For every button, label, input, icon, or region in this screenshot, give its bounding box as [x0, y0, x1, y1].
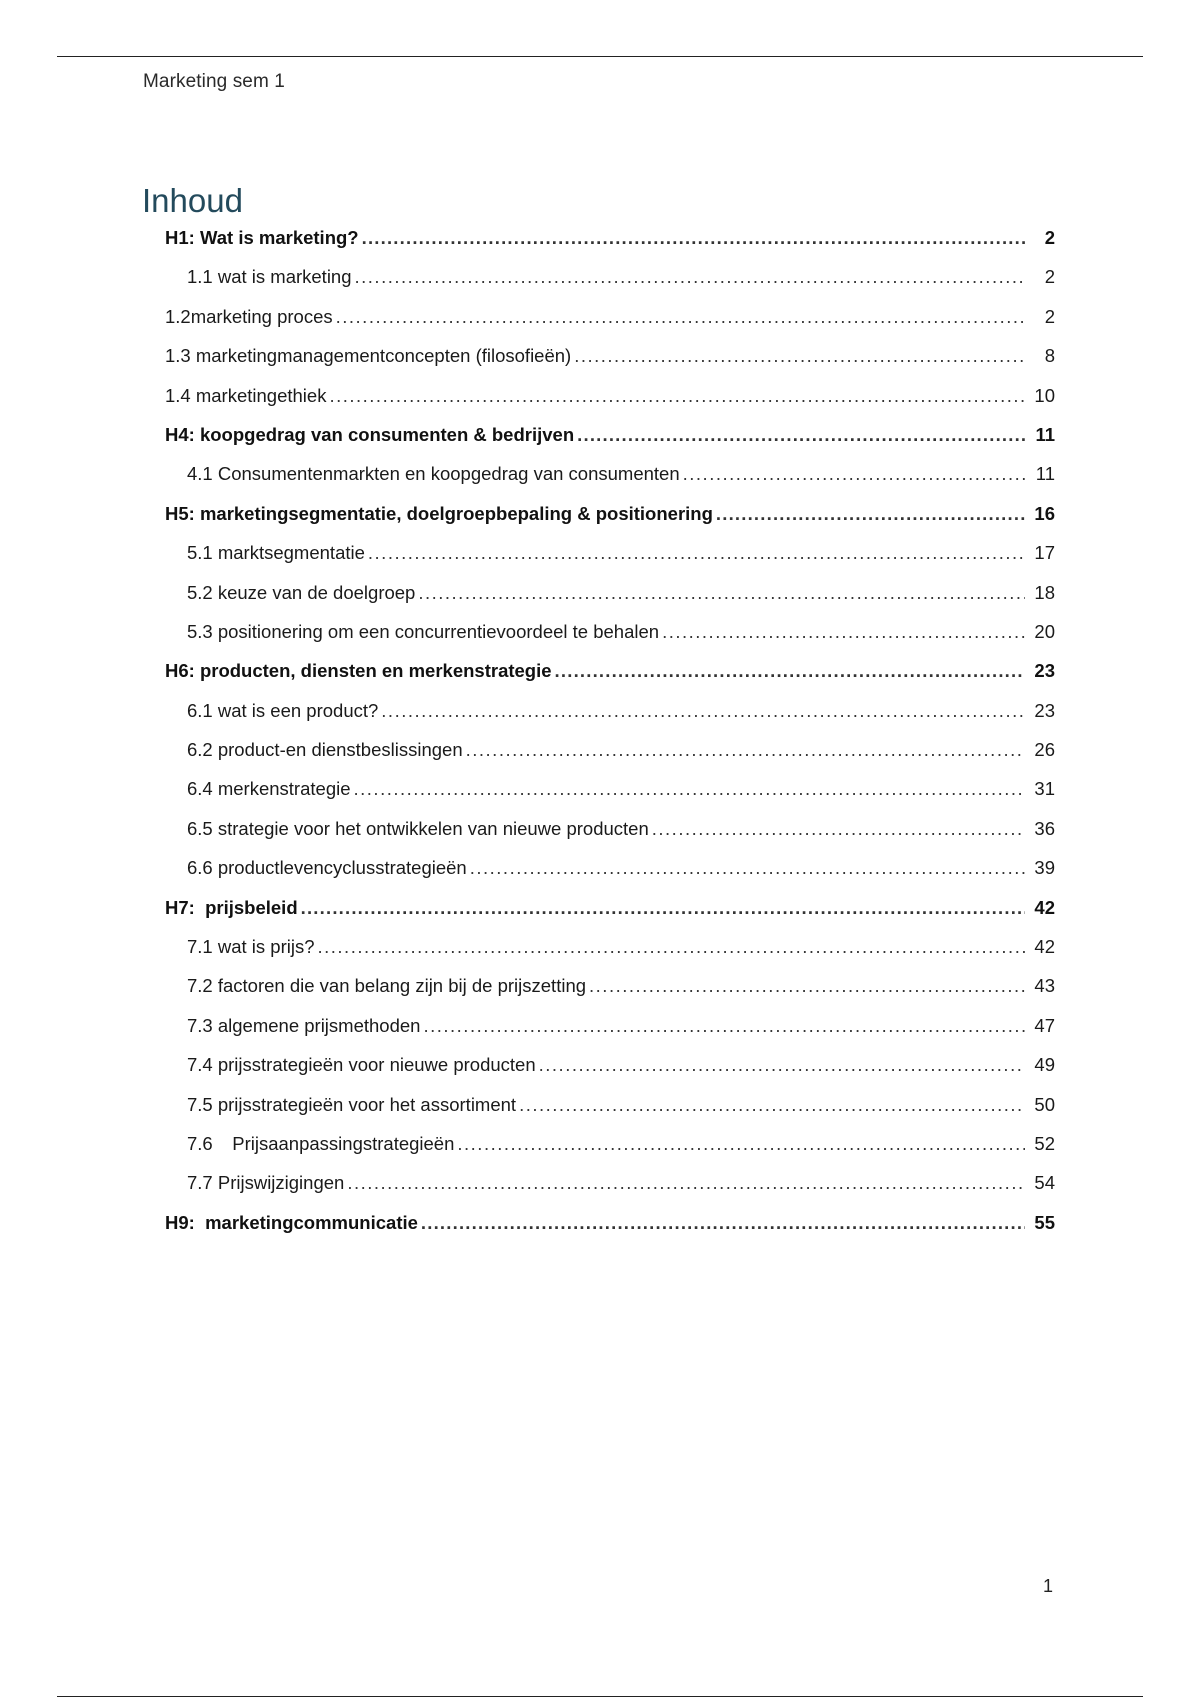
toc-entry-label: 6.4 merkenstrategie: [187, 778, 351, 800]
dot-leader: [368, 541, 1025, 565]
dot-leader: [466, 738, 1025, 762]
toc-entry-page: 43: [1034, 975, 1055, 997]
toc-entry-page: 50: [1034, 1093, 1055, 1115]
table-of-contents: [0, 226, 1200, 1250]
toc-entry-label: 4.1 Consumentenmarkten en koopgedrag van consumenten: [187, 463, 680, 485]
toc-entry-page: 31: [1034, 778, 1055, 800]
toc-entry-label: 7.1 wat is prijs?: [187, 936, 315, 958]
toc-entry-page: 39: [1034, 857, 1055, 879]
toc-entry-label: 6.1 wat is een product?: [187, 699, 379, 721]
dot-leader: [336, 305, 1025, 329]
toc-entry-6-6[interactable]: [0, 856, 1200, 895]
toc-entry-1-4[interactable]: [0, 384, 1200, 423]
toc-entry-page: 16: [1034, 502, 1055, 524]
dot-leader: [716, 502, 1025, 526]
toc-entry-label: 7.3 algemene prijsmethoden: [187, 1014, 421, 1036]
toc-entry-page: 42: [1034, 896, 1055, 918]
dot-leader: [539, 1053, 1025, 1077]
toc-entry-1-1[interactable]: [0, 265, 1200, 304]
dot-leader: [519, 1093, 1025, 1117]
toc-entry-page: 54: [1034, 1172, 1055, 1194]
dot-leader: [354, 777, 1025, 801]
toc-entry-page: 23: [1034, 660, 1055, 682]
toc-entry-5-2[interactable]: [0, 581, 1200, 620]
toc-entry-label: 6.5 strategie voor het ontwikkelen van nieuwe producten: [187, 817, 649, 839]
dot-leader: [347, 1171, 1025, 1195]
toc-entry-6-5[interactable]: [0, 817, 1200, 856]
toc-entry-page: 11: [1035, 463, 1055, 485]
toc-entry-label: 6.2 product-en dienstbeslissingen: [187, 739, 463, 761]
toc-entry-4-1[interactable]: [0, 462, 1200, 501]
dot-leader: [683, 462, 1025, 486]
toc-entry-label: 7.5 prijsstrategieën voor het assortiment: [187, 1093, 517, 1115]
toc-entry-page: 8: [1044, 345, 1055, 367]
toc-entry-page: 47: [1034, 1014, 1055, 1036]
toc-entry-7-3[interactable]: [0, 1014, 1200, 1053]
toc-title: Inhoud: [142, 182, 243, 219]
toc-entry-page: 49: [1034, 1054, 1055, 1076]
dot-leader: [418, 581, 1025, 605]
toc-entry-label: H5: marketingsegmentatie, doelgroepbepaling & positionering: [165, 502, 713, 524]
dot-leader: [470, 856, 1025, 880]
toc-entry-label: H1: Wat is marketing?: [165, 227, 359, 248]
header-rule: [57, 56, 1143, 57]
dot-leader: [652, 817, 1025, 841]
page-number: 1: [1043, 1576, 1054, 1596]
toc-entry-label: 6.6 productlevencyclusstrategieën: [187, 857, 467, 879]
dot-leader: [301, 896, 1025, 920]
toc-entry-7-7[interactable]: [0, 1171, 1200, 1210]
toc-entry-label: 7.7 Prijswijzigingen: [187, 1172, 345, 1194]
toc-entry-page: 26: [1034, 739, 1055, 761]
toc-entry-7-5[interactable]: [0, 1093, 1200, 1132]
dot-leader: [318, 935, 1026, 959]
toc-entry-5-1[interactable]: [0, 541, 1200, 580]
toc-entry-5-3[interactable]: [0, 620, 1200, 659]
toc-entry-label: 5.3 positionering om een concurrentievoordeel te behalen: [187, 620, 660, 642]
toc-entry-7-2[interactable]: [0, 974, 1200, 1013]
toc-entry-6-1[interactable]: [0, 699, 1200, 738]
dot-leader: [457, 1132, 1025, 1156]
toc-entry-h4[interactable]: [0, 423, 1200, 462]
dot-leader: [662, 620, 1025, 644]
toc-entry-1-2[interactable]: [0, 305, 1200, 344]
toc-entry-page: 17: [1034, 542, 1055, 564]
footer-rule: [57, 1696, 1143, 1697]
toc-entry-label: 1.2marketing proces: [165, 305, 333, 327]
toc-entry-number: 7.6: [187, 1132, 213, 1154]
toc-entry-label: 1.1 wat is marketing: [187, 266, 352, 288]
toc-entry-h7[interactable]: [0, 896, 1200, 935]
dot-leader: [362, 226, 1025, 250]
toc-entry-label: 7.2 factoren die van belang zijn bij de prijszetting: [187, 975, 587, 997]
toc-entry-label: H6: producten, diensten en merkenstrategie: [165, 660, 552, 682]
dot-leader: [555, 659, 1025, 683]
toc-entry-7-6[interactable]: [0, 1132, 1200, 1171]
toc-entry-label: H7: prijsbeleid: [165, 896, 298, 918]
toc-entry-h9[interactable]: [0, 1211, 1200, 1250]
toc-entry-page: 20: [1034, 620, 1055, 642]
toc-entry-page: 2: [1044, 305, 1055, 327]
dot-leader: [589, 974, 1025, 998]
dot-leader: [329, 384, 1025, 408]
dot-leader: [574, 344, 1025, 368]
dot-leader: [381, 699, 1025, 723]
toc-entry-7-1[interactable]: [0, 935, 1200, 974]
toc-entry-page: 23: [1034, 699, 1055, 721]
toc-entry-page: 10: [1034, 384, 1055, 406]
toc-entry-label: 5.2 keuze van de doelgroep: [187, 581, 416, 603]
dot-leader: [577, 423, 1025, 447]
toc-entry-page: 2: [1044, 227, 1055, 248]
toc-entry-page: 11: [1035, 423, 1055, 445]
toc-entry-label: 5.1 marktsegmentatie: [187, 542, 365, 564]
toc-entry-label: Prijsaanpassingstrategieën: [232, 1132, 455, 1154]
toc-entry-label: 1.3 marketingmanagementconcepten (filosofieën): [165, 345, 572, 367]
toc-entry-h1[interactable]: [0, 226, 1200, 265]
toc-entry-page: 55: [1034, 1211, 1055, 1233]
toc-entry-page: 18: [1034, 581, 1055, 603]
toc-entry-label: H4: koopgedrag van consumenten & bedrijven: [165, 423, 575, 445]
dot-leader: [355, 265, 1025, 289]
toc-entry-page: 52: [1034, 1132, 1055, 1154]
dot-leader: [421, 1211, 1025, 1235]
toc-entry-1-3[interactable]: [0, 344, 1200, 383]
toc-entry-page: 2: [1044, 266, 1055, 288]
toc-entry-7-4[interactable]: [0, 1053, 1200, 1092]
toc-entry-label: 7.4 prijsstrategieën voor nieuwe producten: [187, 1054, 536, 1076]
toc-entry-6-2[interactable]: [0, 738, 1200, 777]
toc-entry-label: 1.4 marketingethiek: [165, 384, 327, 406]
toc-entry-page: 42: [1034, 936, 1055, 958]
dot-leader: [423, 1014, 1025, 1038]
toc-entry-6-4[interactable]: [0, 777, 1200, 816]
toc-entry-h6[interactable]: [0, 659, 1200, 698]
toc-entry-label: H9: marketingcommunicatie: [165, 1211, 418, 1233]
toc-entry-h5[interactable]: [0, 502, 1200, 541]
running-header: Marketing sem 1: [143, 71, 285, 92]
toc-entry-page: 36: [1034, 817, 1055, 839]
